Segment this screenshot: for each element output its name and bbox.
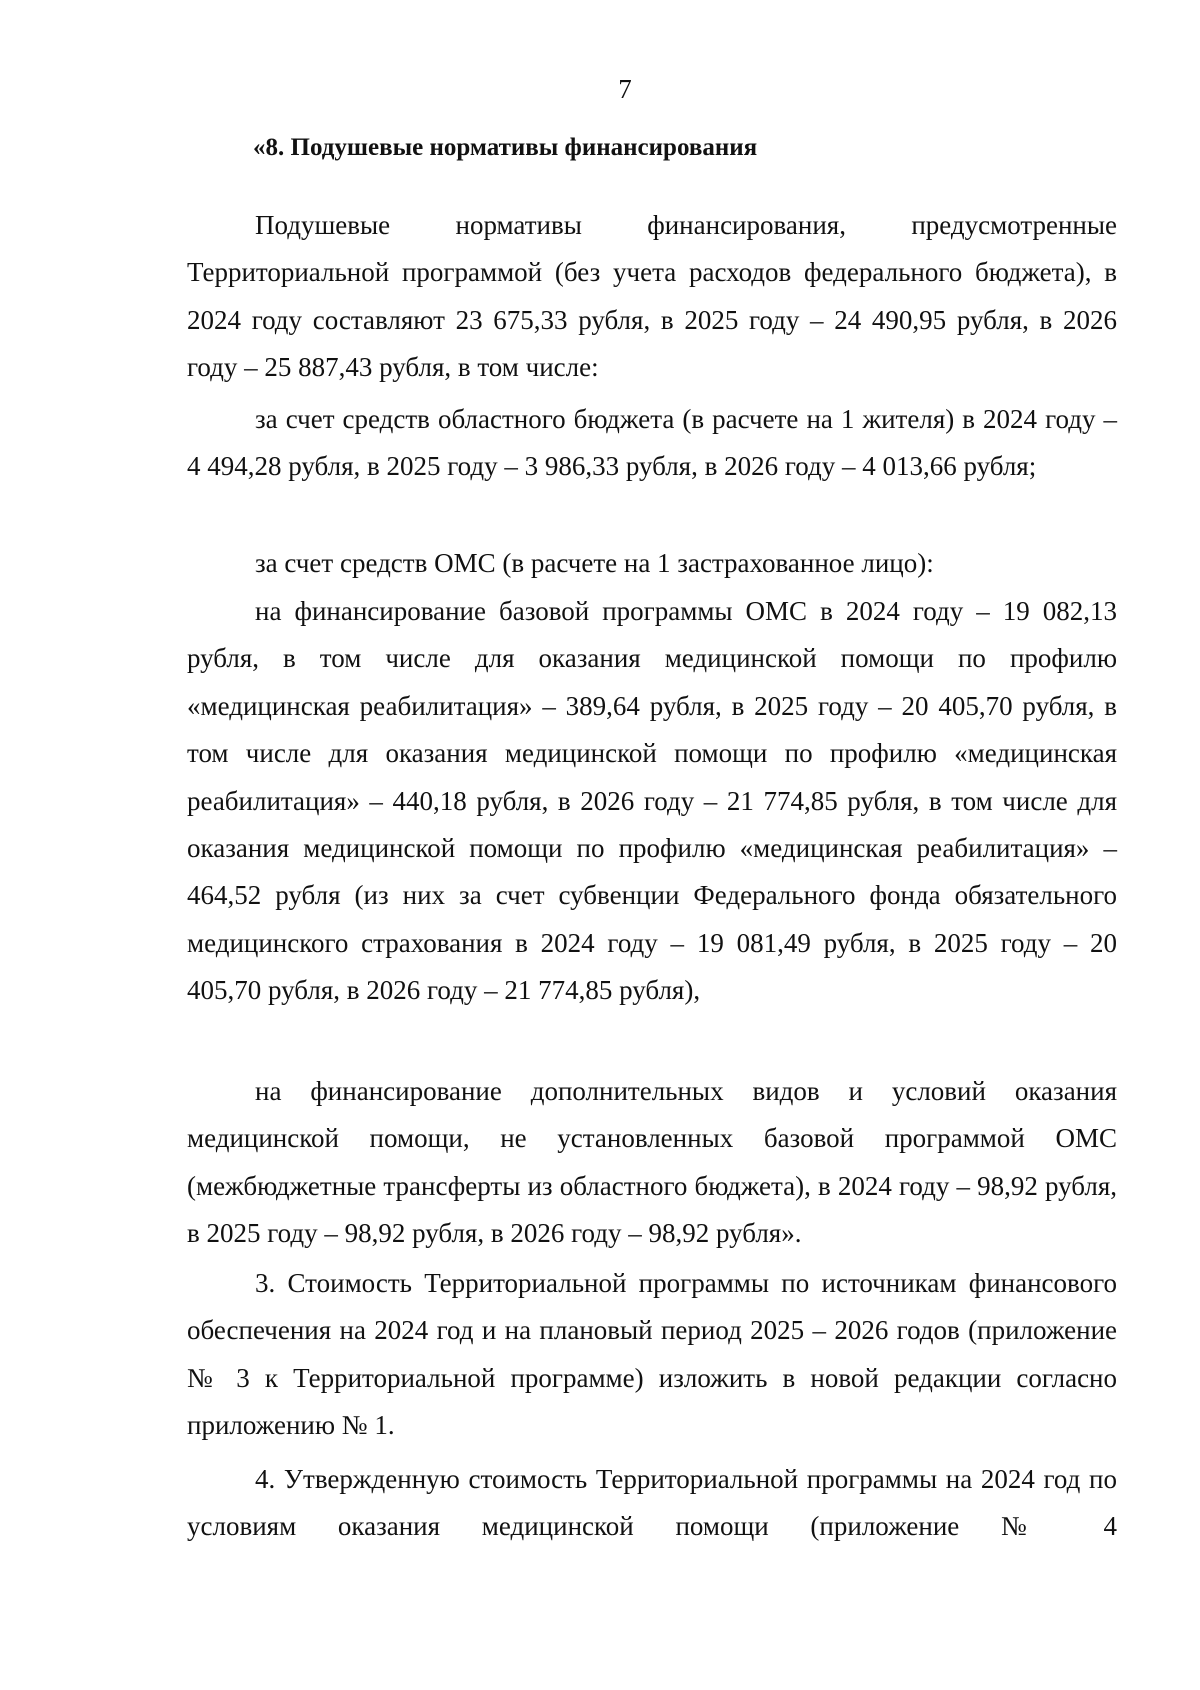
paragraph-item-4: 4. Утвержденную стоимость Территориальной программы на 2024 год по условиям оказания медицинской помощи (приложение № 4 xyxy=(187,1464,1117,1542)
paragraph-regional-budget: за счет средств областного бюджета (в расчете на 1 жителя) в 2024 году – 4 494,28 рубля, в 2025 году – 3 986,33 рубля, в 2026 году – 4 013,66 рубля; xyxy=(187,404,1117,482)
paragraph-additional-types: на финансирование дополнительных видов и условий оказания медицинской помощи, не установленных базовой программой ОМС (межбюджетные трансферты из областного бюджета), в 2024 году – 98,92 рубля, в 2025 году – 98,92 рубля, в 2026 году – 98,92 рубля». xyxy=(187,1076,1117,1249)
paragraph-item-3: 3. Стоимость Территориальной программы по источникам финансового обеспечения на 2024 год и на плановый период 2025 – 2026 годов (приложение № 3 к Территориальной программе) изложить в новой редакции согласно приложению № 1. xyxy=(187,1268,1117,1441)
paragraph-per-capita-norms: Подушевые нормативы финансирования, предусмотренные Территориальной программой (без учета расходов федерального бюджета), в 2024 году составляют 23 675,33 рубля, в 2025 году – 24 490,95 рубля, в 2026 году – 25 887,43 рубля, в том числе: xyxy=(187,210,1117,383)
paragraph-base-program: на финансирование базовой программы ОМС в 2024 году – 19 082,13 рубля, в том числе для оказания медицинской помощи по профилю «медицинская реабилитация» – 389,64 рубля, в 2025 году – 20 405,70 рубля, в том числе для оказания медицинской помощи по профилю «медицинская реабилитация» – 440,18 рубля, в 2026 году – 21 774,85 рубля, в том числе для оказания медицинской помощи по профилю «медицинская реабилитация» – 464,52 рубля (из них за счет субвенции Федерального фонда обязательного медицинского страхования в 2024 году – 19 081,49 рубля, в 2025 году – 20 405,70 рубля, в 2026 году – 21 774,85 рубля), xyxy=(187,596,1117,1006)
page-number: 7 xyxy=(618,74,632,104)
paragraph-oms-funds: за счет средств ОМС (в расчете на 1 застрахованное лицо): xyxy=(255,548,934,578)
section-heading: «8. Подушевые нормативы финансирования xyxy=(253,134,758,161)
